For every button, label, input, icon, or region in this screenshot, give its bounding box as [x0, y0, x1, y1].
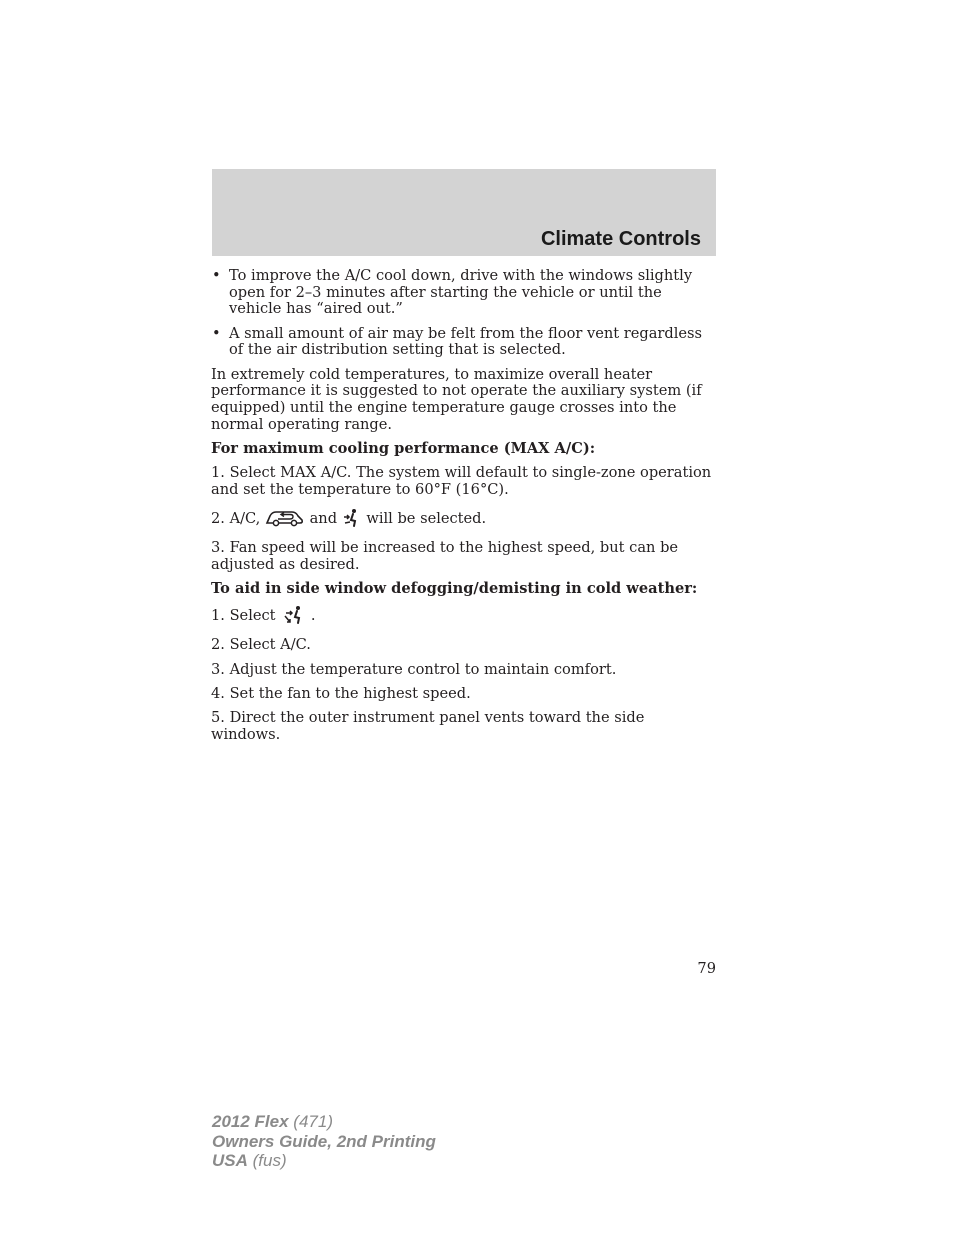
max-ac-step-2: [211, 506, 716, 533]
defog-step1-prefix: 1. Select: [211, 607, 276, 625]
defog-step-2: 2. Select A/C.: [211, 636, 311, 654]
defog-step-5: 5. Direct the outer instrument panel vents toward the side windows.: [211, 709, 645, 743]
footer: [212, 1112, 436, 1171]
defog-step-1: [211, 605, 716, 630]
footer-region: USA: [212, 1151, 248, 1170]
footer-guide: Owners Guide, 2nd Printing: [212, 1131, 436, 1151]
page-content: [211, 268, 716, 751]
step2-prefix: 2. A/C,: [211, 509, 261, 527]
defog-step1-suffix: .: [310, 607, 316, 625]
panel-floor-airflow-icon: [280, 605, 306, 630]
bullet-text: To improve the A/C cool down, drive with the windows slightly open for 2–3 minutes after starting the vehicle or until the vehicle has “aired out.”: [229, 267, 693, 318]
header-band: [212, 169, 716, 256]
bullet-dot: •: [212, 267, 221, 284]
section-title: Climate Controls: [540, 228, 701, 250]
max-ac-step-3: 3. Fan speed will be increased to the highest speed, but can be adjusted as desired.: [211, 539, 679, 573]
max-ac-step-1: 1. Select MAX A/C. The system will default to single-zone operation and set the temperature to 60°F (16°C).: [211, 464, 712, 498]
page-number: 79: [697, 960, 716, 977]
footer-model-code: (471): [293, 1112, 333, 1131]
step2-suffix: will be selected.: [366, 509, 487, 527]
panel-vent-airflow-icon: [342, 508, 362, 533]
defog-step-4: 4. Set the fan to the highest speed.: [211, 684, 471, 702]
bullet-text: A small amount of air may be felt from the floor vent regardless of the air distribution setting that is selected.: [229, 324, 703, 359]
defog-step-3: 3. Adjust the temperature control to maintain comfort.: [211, 660, 617, 678]
bullet-item: [211, 268, 716, 318]
step2-and: and: [309, 509, 338, 527]
defog-heading: To aid in side window defogging/demisting in cold weather:: [211, 580, 698, 598]
recirculation-car-icon: [265, 506, 305, 533]
cold-weather-paragraph: In extremely cold temperatures, to maximize overall heater performance it is suggested to not operate the auxiliary system (if equipped) until the engine temperature gauge crosses into the normal operating range.: [211, 365, 702, 433]
footer-region-code: (fus): [252, 1151, 287, 1170]
bullet-dot: •: [212, 324, 221, 342]
max-ac-heading: For maximum cooling performance (MAX A/C):: [211, 439, 596, 457]
bullet-item: [211, 326, 716, 359]
footer-model: 2012 Flex: [212, 1112, 289, 1131]
footer-line-model: [212, 1112, 436, 1132]
footer-line-region: [212, 1151, 436, 1171]
